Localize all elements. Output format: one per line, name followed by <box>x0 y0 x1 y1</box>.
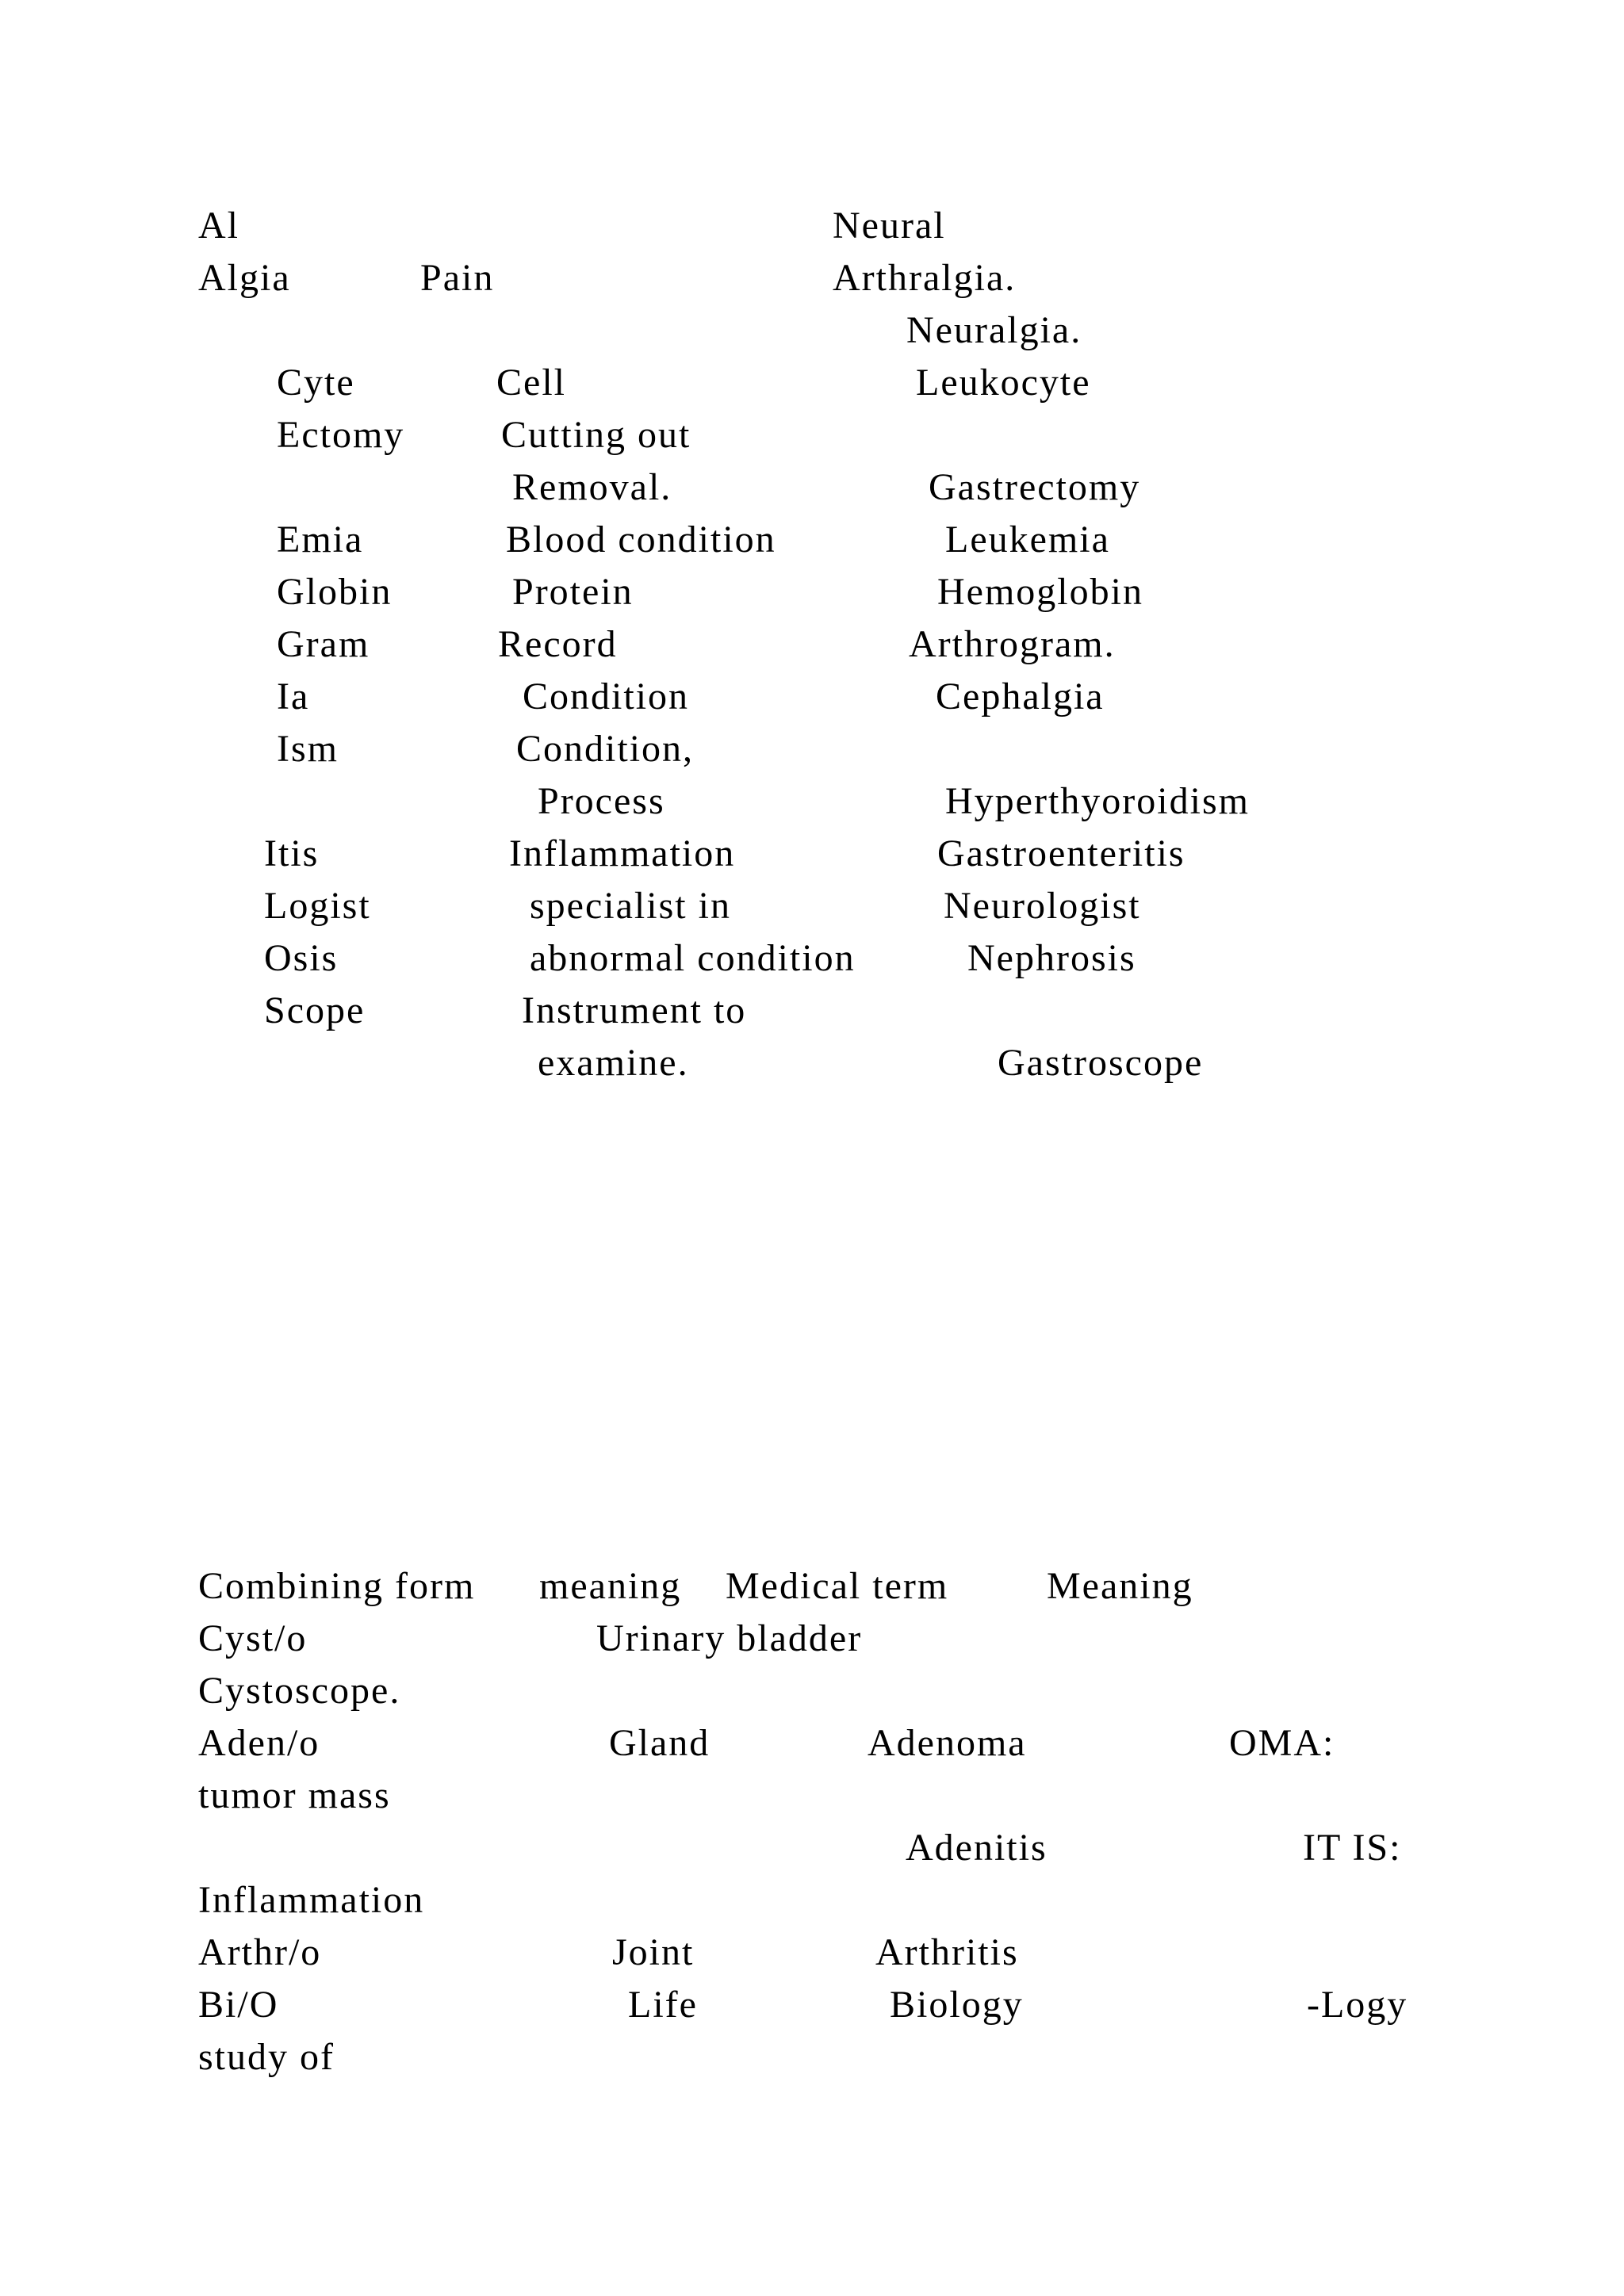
example-term: Arthralgia. <box>833 257 1017 299</box>
suffix: Ectomy <box>277 414 405 456</box>
suffix-meaning: Record <box>498 623 618 665</box>
suffix: Logist <box>264 885 371 927</box>
combining-form-row <box>0 1927 1624 1979</box>
suffix: Globin <box>277 571 393 613</box>
suffix-row <box>0 723 1624 775</box>
suffix: Itis <box>264 832 320 874</box>
suffix: Ism <box>277 728 339 770</box>
suffix-row <box>0 618 1624 671</box>
example-term: Nephrosis <box>967 937 1136 979</box>
form-meaning: Joint <box>612 1931 695 1973</box>
suffix-row <box>0 566 1624 618</box>
medical-term: Adenoma <box>868 1722 1027 1764</box>
suffix-row <box>0 409 1624 461</box>
suffix: Gram <box>277 623 370 665</box>
term-meaning: OMA: <box>1229 1722 1335 1764</box>
combining-form: Aden/o <box>198 1722 320 1764</box>
example-term: Neural <box>833 205 946 247</box>
suffix-row <box>0 985 1624 1037</box>
suffix-meaning: Condition <box>523 675 690 718</box>
combining-form: Arthr/o <box>198 1931 322 1973</box>
suffix-meaning: Protein <box>512 571 634 613</box>
combining-form: Cyst/o <box>198 1617 308 1659</box>
suffix-meaning: Process <box>538 780 665 822</box>
suffix: Cyte <box>277 362 355 404</box>
example-term: Arthrogram. <box>909 623 1116 665</box>
combining-form-row <box>0 1717 1624 1770</box>
example-term: Gastrectomy <box>929 466 1141 508</box>
suffix-meaning: Condition, <box>516 728 695 770</box>
term-meaning: Inflammation <box>198 1879 425 1921</box>
suffix-row <box>0 461 1624 514</box>
suffix: Ia <box>277 675 310 718</box>
combining-form-row <box>0 2031 1624 2084</box>
suffix-row <box>0 932 1624 985</box>
suffix-meaning: Inflammation <box>509 832 736 874</box>
combining-form-row <box>0 1822 1624 1874</box>
form-meaning: Urinary bladder <box>596 1617 863 1659</box>
suffix-meaning: Cutting out <box>501 414 691 456</box>
term-meaning: IT IS: <box>1303 1827 1402 1869</box>
medical-term: Cystoscope. <box>198 1670 401 1712</box>
combining-form-row <box>0 1665 1624 1717</box>
combining-form-row <box>0 1613 1624 1665</box>
suffix: Al <box>198 205 239 247</box>
example-term: Hemoglobin <box>937 571 1143 613</box>
suffix-meaning: specialist in <box>530 885 731 927</box>
suffix-meaning: abnormal condition <box>530 937 856 979</box>
suffix-row <box>0 880 1624 932</box>
suffix-row <box>0 200 1624 252</box>
column-header: meaning <box>539 1565 682 1607</box>
form-meaning: Gland <box>609 1722 710 1764</box>
suffix-row <box>0 828 1624 880</box>
example-term: Neurologist <box>944 885 1141 927</box>
suffix: Scope <box>264 989 366 1031</box>
column-header: Combining form <box>198 1565 476 1607</box>
form-meaning: Life <box>628 1984 698 2026</box>
combining-form-row <box>0 1770 1624 1822</box>
suffix-row <box>0 1037 1624 1089</box>
suffix: Emia <box>277 519 364 561</box>
combining-form: Bi/O <box>198 1984 279 2026</box>
example-term: Hyperthyoroidism <box>945 780 1250 822</box>
suffix-meaning: Removal. <box>512 466 672 508</box>
suffix-meaning: Instrument to <box>522 989 747 1031</box>
suffix-meaning: examine. <box>538 1042 689 1084</box>
suffix: Osis <box>264 937 339 979</box>
suffix-row <box>0 671 1624 723</box>
medical-term: Biology <box>890 1984 1024 2026</box>
term-meaning: tumor mass <box>198 1774 391 1816</box>
suffix-meaning: Cell <box>496 362 566 404</box>
combining-form-row <box>0 1979 1624 2031</box>
medical-term: Arthritis <box>875 1931 1019 1973</box>
combining-form-row <box>0 1874 1624 1927</box>
suffix-row <box>0 775 1624 828</box>
column-header: Medical term <box>726 1565 949 1607</box>
suffix-meaning: Pain <box>420 257 495 299</box>
combining-form-header <box>0 1560 1624 1613</box>
suffix-meaning: Blood condition <box>506 519 776 561</box>
suffix-row <box>0 357 1624 409</box>
suffix-row <box>0 252 1624 304</box>
term-meaning: -Logy <box>1307 1984 1408 2026</box>
suffix: Algia <box>198 257 291 299</box>
suffix-row <box>0 514 1624 566</box>
term-meaning: study of <box>198 2036 335 2078</box>
example-term: Neuralgia. <box>906 309 1082 351</box>
example-term: Gastroscope <box>998 1042 1204 1084</box>
example-term: Cephalgia <box>936 675 1105 718</box>
example-term: Gastroenteritis <box>937 832 1185 874</box>
medical-term: Adenitis <box>906 1827 1048 1869</box>
example-term: Leukocyte <box>916 362 1091 404</box>
column-header: Meaning <box>1047 1565 1193 1607</box>
example-term: Leukemia <box>945 519 1110 561</box>
suffix-row <box>0 304 1624 357</box>
